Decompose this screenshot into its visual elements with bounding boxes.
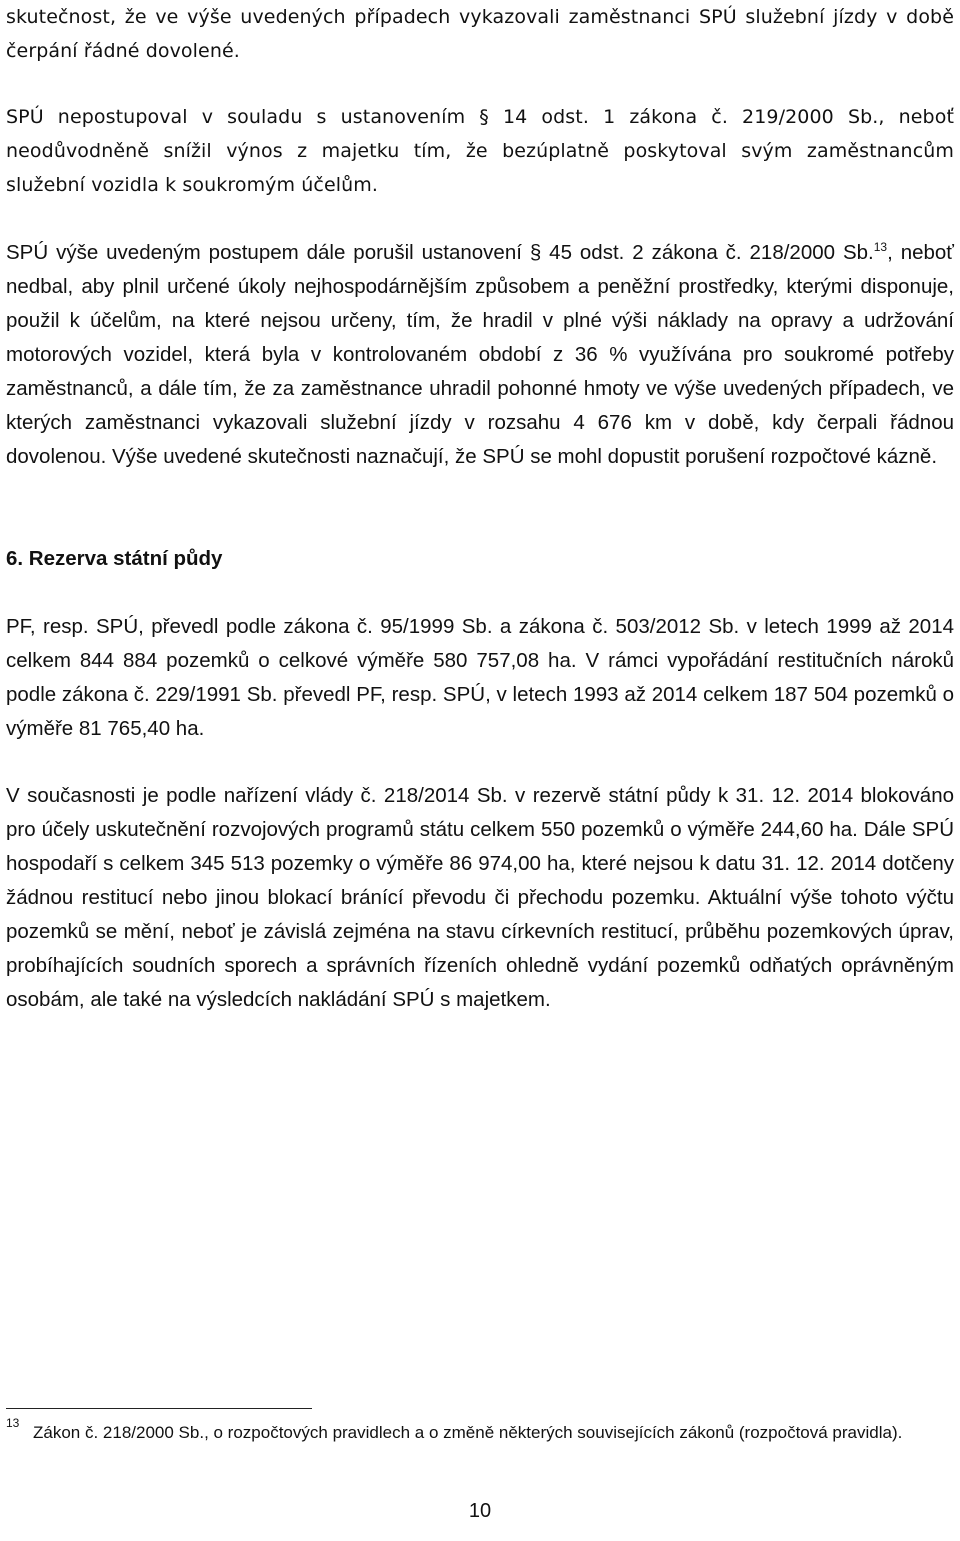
paragraph-2: SPÚ nepostupoval v souladu s ustanovením § 14 odst. 1 zákona č. 219/2000 Sb., neboť neodůvodněně snížil výnos z majetku tím, že bezúplatně poskytoval svým zaměstnancům služební vozidla k soukromým účelům. xyxy=(6,106,954,196)
footnote-number: 13 xyxy=(6,1416,20,1430)
section-heading: 6. Rezerva státní půdy xyxy=(6,547,223,570)
paragraph-3-rest: , neboť nedbal, aby plnil určené úkoly nejhospodárnějším způsobem a peněžní prostředky, kterými disponuje, použil k účelům, na které nejsou určeny, tím, že hradil v plné výši náklady na opravy a udržování motorových vozidel, která byla v kontrolovaném období z 36 % využívána pro soukromé potřeby zaměstnanců, a dále tím, že za zaměstnance uhradil pohonné hmoty ve výše uvedených případech, ve kterých zaměstnanci vykazovali služební jízdy v rozsahu 4 676 km v době, kdy čerpali řádnou dovolenou. Výše uvedené skutečnosti naznačují, že SPÚ se mohl dopustit porušení rozpočtové kázně. xyxy=(6,241,954,468)
footnote-reference: 13 xyxy=(873,240,888,255)
footnote-text: Zákon č. 218/2000 Sb., o rozpočtových pravidlech a o změně některých souvisejících zákonů (rozpočtová pravidla). xyxy=(33,1423,903,1442)
footnote-separator xyxy=(6,1408,312,1409)
paragraph-3 xyxy=(6,236,954,474)
paragraph-5: V současnosti je podle nařízení vlády č. 218/2014 Sb. v rezervě státní půdy k 31. 12. 2014 blokováno pro účely uskutečnění rozvojových programů státu celkem 550 pozemků o výměře 244,60 ha. Dále SPÚ hospodaří s celkem 345 513 pozemky o výměře 86 974,00 ha, které nejsou k datu 31. 12. 2014 dotčeny žádnou restitucí nebo jinou blokací bránící převodu či přechodu pozemku. Aktuální výše tohoto výčtu pozemků se mění, neboť je závislá zejména na stavu církevních restitucí, průběhu pozemkových úprav, probíhajících soudních sporech a správních řízeních ohledně vydání pozemků odňatých oprávněným osobám, ale také na výsledcích nakládání SPÚ s majetkem. xyxy=(6,784,954,1011)
paragraph-4: PF, resp. SPÚ, převedl podle zákona č. 95/1999 Sb. a zákona č. 503/2012 Sb. v letech 1999 až 2014 celkem 844 884 pozemků o celkové výměře 580 757,08 ha. V rámci vypořádání restitučních nároků podle zákona č. 229/1991 Sb. převedl PF, resp. SPÚ, v letech 1993 až 2014 celkem 187 504 pozemků o výměře 81 765,40 ha. xyxy=(6,615,954,740)
paragraph-3-start: SPÚ výše uvedeným postupem dále porušil ustanovení § 45 odst. 2 zákona č. 218/2000 Sb. xyxy=(6,241,874,264)
paragraph-1: skutečnost, že ve výše uvedených případech vykazovali zaměstnanci SPÚ služební jízdy v době čerpání řádné dovolené. xyxy=(6,6,954,62)
page-number: 10 xyxy=(468,1500,492,1522)
